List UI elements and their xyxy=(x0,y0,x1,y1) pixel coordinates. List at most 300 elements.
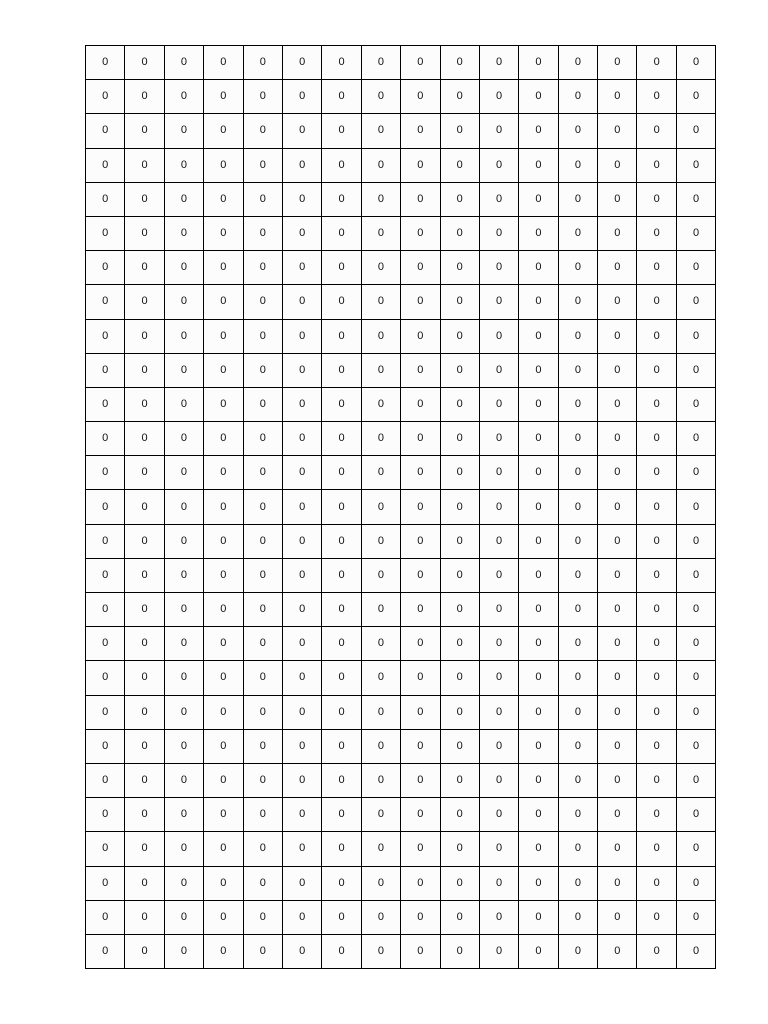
grid-row xyxy=(86,182,716,216)
grid-cell: 0 xyxy=(125,558,164,592)
grid-cell: 0 xyxy=(86,729,125,763)
grid-cell: 0 xyxy=(243,524,282,558)
grid-cell: 0 xyxy=(519,593,558,627)
grid-cell: 0 xyxy=(243,729,282,763)
grid-cell: 0 xyxy=(322,934,361,968)
grid-cell: 0 xyxy=(440,593,479,627)
grid-cell: 0 xyxy=(479,456,518,490)
grid-cell: 0 xyxy=(519,798,558,832)
grid-cell: 0 xyxy=(86,490,125,524)
grid-cell: 0 xyxy=(598,729,637,763)
grid-cell: 0 xyxy=(440,319,479,353)
grid-cell: 0 xyxy=(243,285,282,319)
grid-cell: 0 xyxy=(204,353,243,387)
grid-cell: 0 xyxy=(598,934,637,968)
grid-cell: 0 xyxy=(401,319,440,353)
grid-cell: 0 xyxy=(361,456,400,490)
grid-cell: 0 xyxy=(243,251,282,285)
grid-cell: 0 xyxy=(558,80,597,114)
grid-cell: 0 xyxy=(322,695,361,729)
grid-cell: 0 xyxy=(676,182,715,216)
grid-cell: 0 xyxy=(558,524,597,558)
grid-cell: 0 xyxy=(598,319,637,353)
grid-body xyxy=(86,46,716,969)
grid-row xyxy=(86,319,716,353)
grid-cell: 0 xyxy=(204,80,243,114)
grid-cell: 0 xyxy=(86,866,125,900)
grid-cell: 0 xyxy=(558,558,597,592)
grid-cell: 0 xyxy=(243,216,282,250)
grid-cell: 0 xyxy=(479,593,518,627)
grid-cell: 0 xyxy=(282,798,321,832)
grid-cell: 0 xyxy=(479,285,518,319)
grid-cell: 0 xyxy=(243,353,282,387)
grid-row xyxy=(86,900,716,934)
grid-cell: 0 xyxy=(125,524,164,558)
grid-cell: 0 xyxy=(401,900,440,934)
grid-cell: 0 xyxy=(637,593,676,627)
grid-cell: 0 xyxy=(282,763,321,797)
grid-cell: 0 xyxy=(86,251,125,285)
grid-cell: 0 xyxy=(676,763,715,797)
grid-cell: 0 xyxy=(322,490,361,524)
grid-cell: 0 xyxy=(598,251,637,285)
grid-cell: 0 xyxy=(558,216,597,250)
grid-cell: 0 xyxy=(322,558,361,592)
grid-cell: 0 xyxy=(204,319,243,353)
grid-cell: 0 xyxy=(676,661,715,695)
grid-cell: 0 xyxy=(243,900,282,934)
grid-cell: 0 xyxy=(440,798,479,832)
grid-cell: 0 xyxy=(361,866,400,900)
grid-cell: 0 xyxy=(282,251,321,285)
grid-cell: 0 xyxy=(676,934,715,968)
grid-cell: 0 xyxy=(479,627,518,661)
grid-cell: 0 xyxy=(125,46,164,80)
grid-cell: 0 xyxy=(440,216,479,250)
grid-row xyxy=(86,422,716,456)
grid-cell: 0 xyxy=(558,490,597,524)
grid-cell: 0 xyxy=(204,148,243,182)
grid-cell: 0 xyxy=(598,80,637,114)
grid-cell: 0 xyxy=(125,798,164,832)
grid-cell: 0 xyxy=(86,456,125,490)
grid-cell: 0 xyxy=(164,729,203,763)
grid-cell: 0 xyxy=(282,729,321,763)
grid-cell: 0 xyxy=(598,524,637,558)
grid-cell: 0 xyxy=(598,593,637,627)
grid-cell: 0 xyxy=(361,80,400,114)
grid-cell: 0 xyxy=(558,422,597,456)
grid-cell: 0 xyxy=(243,148,282,182)
grid-cell: 0 xyxy=(125,319,164,353)
grid-cell: 0 xyxy=(519,285,558,319)
grid-cell: 0 xyxy=(401,353,440,387)
grid-cell: 0 xyxy=(637,934,676,968)
grid-cell: 0 xyxy=(558,114,597,148)
grid-cell: 0 xyxy=(519,832,558,866)
grid-cell: 0 xyxy=(558,627,597,661)
grid-cell: 0 xyxy=(361,524,400,558)
grid-cell: 0 xyxy=(164,763,203,797)
grid-cell: 0 xyxy=(204,182,243,216)
grid-cell: 0 xyxy=(282,866,321,900)
grid-cell: 0 xyxy=(204,558,243,592)
grid-cell: 0 xyxy=(164,387,203,421)
grid-cell: 0 xyxy=(558,456,597,490)
grid-cell: 0 xyxy=(86,46,125,80)
grid-cell: 0 xyxy=(125,934,164,968)
grid-cell: 0 xyxy=(282,832,321,866)
grid-cell: 0 xyxy=(519,114,558,148)
grid-cell: 0 xyxy=(637,216,676,250)
grid-row xyxy=(86,46,716,80)
grid-cell: 0 xyxy=(86,182,125,216)
grid-row xyxy=(86,148,716,182)
grid-cell: 0 xyxy=(598,900,637,934)
grid-cell: 0 xyxy=(519,490,558,524)
grid-cell: 0 xyxy=(322,524,361,558)
grid-cell: 0 xyxy=(361,490,400,524)
grid-cell: 0 xyxy=(558,319,597,353)
grid-cell: 0 xyxy=(322,866,361,900)
grid-cell: 0 xyxy=(479,661,518,695)
grid-cell: 0 xyxy=(243,763,282,797)
grid-cell: 0 xyxy=(204,387,243,421)
grid-cell: 0 xyxy=(637,251,676,285)
grid-cell: 0 xyxy=(440,729,479,763)
grid-cell: 0 xyxy=(479,80,518,114)
grid-cell: 0 xyxy=(125,422,164,456)
grid-cell: 0 xyxy=(598,798,637,832)
grid-cell: 0 xyxy=(558,832,597,866)
grid-cell: 0 xyxy=(243,934,282,968)
grid-cell: 0 xyxy=(401,182,440,216)
grid-cell: 0 xyxy=(361,46,400,80)
grid-cell: 0 xyxy=(519,387,558,421)
grid-cell: 0 xyxy=(598,695,637,729)
grid-cell: 0 xyxy=(676,866,715,900)
grid-row xyxy=(86,729,716,763)
grid-cell: 0 xyxy=(282,524,321,558)
grid-cell: 0 xyxy=(204,114,243,148)
grid-cell: 0 xyxy=(479,46,518,80)
grid-cell: 0 xyxy=(361,695,400,729)
grid-cell: 0 xyxy=(361,387,400,421)
grid-cell: 0 xyxy=(361,148,400,182)
grid-cell: 0 xyxy=(479,763,518,797)
number-grid xyxy=(85,45,716,969)
grid-cell: 0 xyxy=(243,387,282,421)
grid-cell: 0 xyxy=(282,661,321,695)
grid-cell: 0 xyxy=(479,148,518,182)
grid-cell: 0 xyxy=(519,900,558,934)
grid-cell: 0 xyxy=(401,490,440,524)
grid-cell: 0 xyxy=(361,934,400,968)
grid-cell: 0 xyxy=(676,558,715,592)
grid-cell: 0 xyxy=(322,422,361,456)
grid-cell: 0 xyxy=(164,798,203,832)
grid-cell: 0 xyxy=(637,114,676,148)
grid-cell: 0 xyxy=(519,216,558,250)
grid-cell: 0 xyxy=(637,46,676,80)
grid-cell: 0 xyxy=(598,456,637,490)
grid-cell: 0 xyxy=(401,387,440,421)
grid-cell: 0 xyxy=(164,490,203,524)
grid-cell: 0 xyxy=(243,319,282,353)
grid-cell: 0 xyxy=(558,729,597,763)
grid-cell: 0 xyxy=(401,763,440,797)
grid-cell: 0 xyxy=(519,627,558,661)
grid-cell: 0 xyxy=(637,387,676,421)
grid-cell: 0 xyxy=(243,593,282,627)
grid-cell: 0 xyxy=(361,182,400,216)
grid-cell: 0 xyxy=(479,182,518,216)
grid-cell: 0 xyxy=(637,319,676,353)
grid-cell: 0 xyxy=(361,661,400,695)
grid-cell: 0 xyxy=(401,216,440,250)
grid-cell: 0 xyxy=(637,832,676,866)
grid-cell: 0 xyxy=(322,285,361,319)
grid-cell: 0 xyxy=(322,148,361,182)
grid-cell: 0 xyxy=(322,798,361,832)
grid-cell: 0 xyxy=(243,661,282,695)
grid-cell: 0 xyxy=(282,148,321,182)
grid-cell: 0 xyxy=(401,627,440,661)
grid-cell: 0 xyxy=(322,832,361,866)
grid-cell: 0 xyxy=(558,934,597,968)
grid-cell: 0 xyxy=(637,80,676,114)
grid-cell: 0 xyxy=(86,524,125,558)
grid-cell: 0 xyxy=(676,80,715,114)
grid-cell: 0 xyxy=(164,114,203,148)
grid-cell: 0 xyxy=(676,798,715,832)
grid-cell: 0 xyxy=(558,763,597,797)
grid-cell: 0 xyxy=(125,148,164,182)
grid-cell: 0 xyxy=(125,251,164,285)
grid-cell: 0 xyxy=(637,558,676,592)
grid-cell: 0 xyxy=(361,216,400,250)
grid-cell: 0 xyxy=(282,627,321,661)
grid-cell: 0 xyxy=(558,182,597,216)
grid-cell: 0 xyxy=(243,80,282,114)
grid-cell: 0 xyxy=(164,900,203,934)
grid-cell: 0 xyxy=(676,422,715,456)
grid-cell: 0 xyxy=(322,353,361,387)
grid-cell: 0 xyxy=(125,490,164,524)
grid-cell: 0 xyxy=(519,182,558,216)
grid-cell: 0 xyxy=(401,661,440,695)
grid-cell: 0 xyxy=(440,148,479,182)
grid-cell: 0 xyxy=(125,729,164,763)
grid-cell: 0 xyxy=(676,832,715,866)
grid-cell: 0 xyxy=(361,763,400,797)
grid-cell: 0 xyxy=(479,798,518,832)
grid-cell: 0 xyxy=(676,387,715,421)
grid-cell: 0 xyxy=(401,798,440,832)
grid-cell: 0 xyxy=(86,387,125,421)
grid-cell: 0 xyxy=(598,490,637,524)
grid-cell: 0 xyxy=(86,216,125,250)
grid-cell: 0 xyxy=(322,627,361,661)
grid-row xyxy=(86,832,716,866)
grid-row xyxy=(86,798,716,832)
grid-cell: 0 xyxy=(164,558,203,592)
grid-cell: 0 xyxy=(204,46,243,80)
grid-row xyxy=(86,353,716,387)
grid-cell: 0 xyxy=(519,729,558,763)
grid-cell: 0 xyxy=(676,319,715,353)
grid-cell: 0 xyxy=(164,216,203,250)
grid-cell: 0 xyxy=(440,695,479,729)
grid-cell: 0 xyxy=(282,46,321,80)
grid-cell: 0 xyxy=(440,80,479,114)
grid-cell: 0 xyxy=(164,934,203,968)
grid-cell: 0 xyxy=(125,763,164,797)
grid-cell: 0 xyxy=(519,251,558,285)
grid-cell: 0 xyxy=(164,593,203,627)
grid-cell: 0 xyxy=(637,148,676,182)
grid-cell: 0 xyxy=(479,490,518,524)
grid-cell: 0 xyxy=(401,934,440,968)
grid-cell: 0 xyxy=(282,353,321,387)
grid-cell: 0 xyxy=(282,422,321,456)
grid-row xyxy=(86,763,716,797)
grid-cell: 0 xyxy=(479,216,518,250)
grid-cell: 0 xyxy=(479,558,518,592)
grid-row xyxy=(86,216,716,250)
grid-cell: 0 xyxy=(322,387,361,421)
grid-cell: 0 xyxy=(598,661,637,695)
grid-cell: 0 xyxy=(164,661,203,695)
grid-cell: 0 xyxy=(86,900,125,934)
grid-cell: 0 xyxy=(440,900,479,934)
grid-cell: 0 xyxy=(676,148,715,182)
grid-cell: 0 xyxy=(243,832,282,866)
grid-cell: 0 xyxy=(440,524,479,558)
grid-cell: 0 xyxy=(401,46,440,80)
grid-cell: 0 xyxy=(676,729,715,763)
grid-cell: 0 xyxy=(598,387,637,421)
grid-cell: 0 xyxy=(479,866,518,900)
grid-row xyxy=(86,114,716,148)
grid-cell: 0 xyxy=(598,216,637,250)
grid-cell: 0 xyxy=(204,661,243,695)
grid-cell: 0 xyxy=(479,251,518,285)
grid-cell: 0 xyxy=(243,46,282,80)
grid-cell: 0 xyxy=(204,593,243,627)
grid-cell: 0 xyxy=(86,661,125,695)
grid-cell: 0 xyxy=(598,422,637,456)
grid-cell: 0 xyxy=(282,456,321,490)
grid-cell: 0 xyxy=(401,80,440,114)
grid-cell: 0 xyxy=(479,900,518,934)
grid-cell: 0 xyxy=(204,798,243,832)
grid-cell: 0 xyxy=(282,114,321,148)
grid-cell: 0 xyxy=(558,593,597,627)
grid-cell: 0 xyxy=(243,114,282,148)
grid-cell: 0 xyxy=(479,387,518,421)
grid-cell: 0 xyxy=(243,182,282,216)
grid-cell: 0 xyxy=(401,114,440,148)
grid-cell: 0 xyxy=(440,866,479,900)
grid-cell: 0 xyxy=(676,251,715,285)
grid-cell: 0 xyxy=(204,251,243,285)
grid-cell: 0 xyxy=(204,456,243,490)
grid-cell: 0 xyxy=(637,182,676,216)
grid-cell: 0 xyxy=(361,353,400,387)
grid-cell: 0 xyxy=(440,114,479,148)
grid-cell: 0 xyxy=(558,387,597,421)
grid-cell: 0 xyxy=(676,456,715,490)
grid-cell: 0 xyxy=(676,524,715,558)
grid-cell: 0 xyxy=(479,695,518,729)
grid-cell: 0 xyxy=(440,627,479,661)
grid-cell: 0 xyxy=(86,832,125,866)
grid-cell: 0 xyxy=(676,46,715,80)
grid-cell: 0 xyxy=(401,558,440,592)
grid-cell: 0 xyxy=(440,763,479,797)
grid-cell: 0 xyxy=(637,524,676,558)
grid-cell: 0 xyxy=(440,182,479,216)
grid-cell: 0 xyxy=(243,695,282,729)
grid-cell: 0 xyxy=(676,593,715,627)
grid-cell: 0 xyxy=(558,866,597,900)
grid-cell: 0 xyxy=(204,216,243,250)
grid-cell: 0 xyxy=(676,353,715,387)
grid-cell: 0 xyxy=(243,866,282,900)
grid-cell: 0 xyxy=(361,285,400,319)
grid-cell: 0 xyxy=(86,285,125,319)
grid-cell: 0 xyxy=(558,251,597,285)
grid-cell: 0 xyxy=(361,319,400,353)
grid-cell: 0 xyxy=(637,695,676,729)
grid-cell: 0 xyxy=(519,866,558,900)
grid-cell: 0 xyxy=(86,798,125,832)
grid-cell: 0 xyxy=(479,934,518,968)
grid-cell: 0 xyxy=(637,763,676,797)
grid-cell: 0 xyxy=(164,148,203,182)
grid-cell: 0 xyxy=(125,285,164,319)
grid-cell: 0 xyxy=(479,832,518,866)
grid-cell: 0 xyxy=(164,695,203,729)
grid-cell: 0 xyxy=(401,524,440,558)
grid-cell: 0 xyxy=(322,46,361,80)
grid-cell: 0 xyxy=(86,80,125,114)
grid-cell: 0 xyxy=(322,114,361,148)
grid-cell: 0 xyxy=(676,285,715,319)
grid-cell: 0 xyxy=(637,729,676,763)
grid-cell: 0 xyxy=(322,251,361,285)
grid-cell: 0 xyxy=(282,593,321,627)
grid-cell: 0 xyxy=(519,353,558,387)
grid-cell: 0 xyxy=(164,456,203,490)
grid-cell: 0 xyxy=(401,285,440,319)
grid-cell: 0 xyxy=(322,900,361,934)
grid-cell: 0 xyxy=(125,900,164,934)
grid-cell: 0 xyxy=(519,319,558,353)
grid-cell: 0 xyxy=(519,422,558,456)
grid-cell: 0 xyxy=(401,422,440,456)
grid-cell: 0 xyxy=(519,934,558,968)
grid-cell: 0 xyxy=(243,558,282,592)
grid-cell: 0 xyxy=(637,798,676,832)
grid-cell: 0 xyxy=(243,422,282,456)
grid-cell: 0 xyxy=(637,627,676,661)
grid-cell: 0 xyxy=(204,627,243,661)
grid-cell: 0 xyxy=(676,216,715,250)
grid-cell: 0 xyxy=(440,558,479,592)
